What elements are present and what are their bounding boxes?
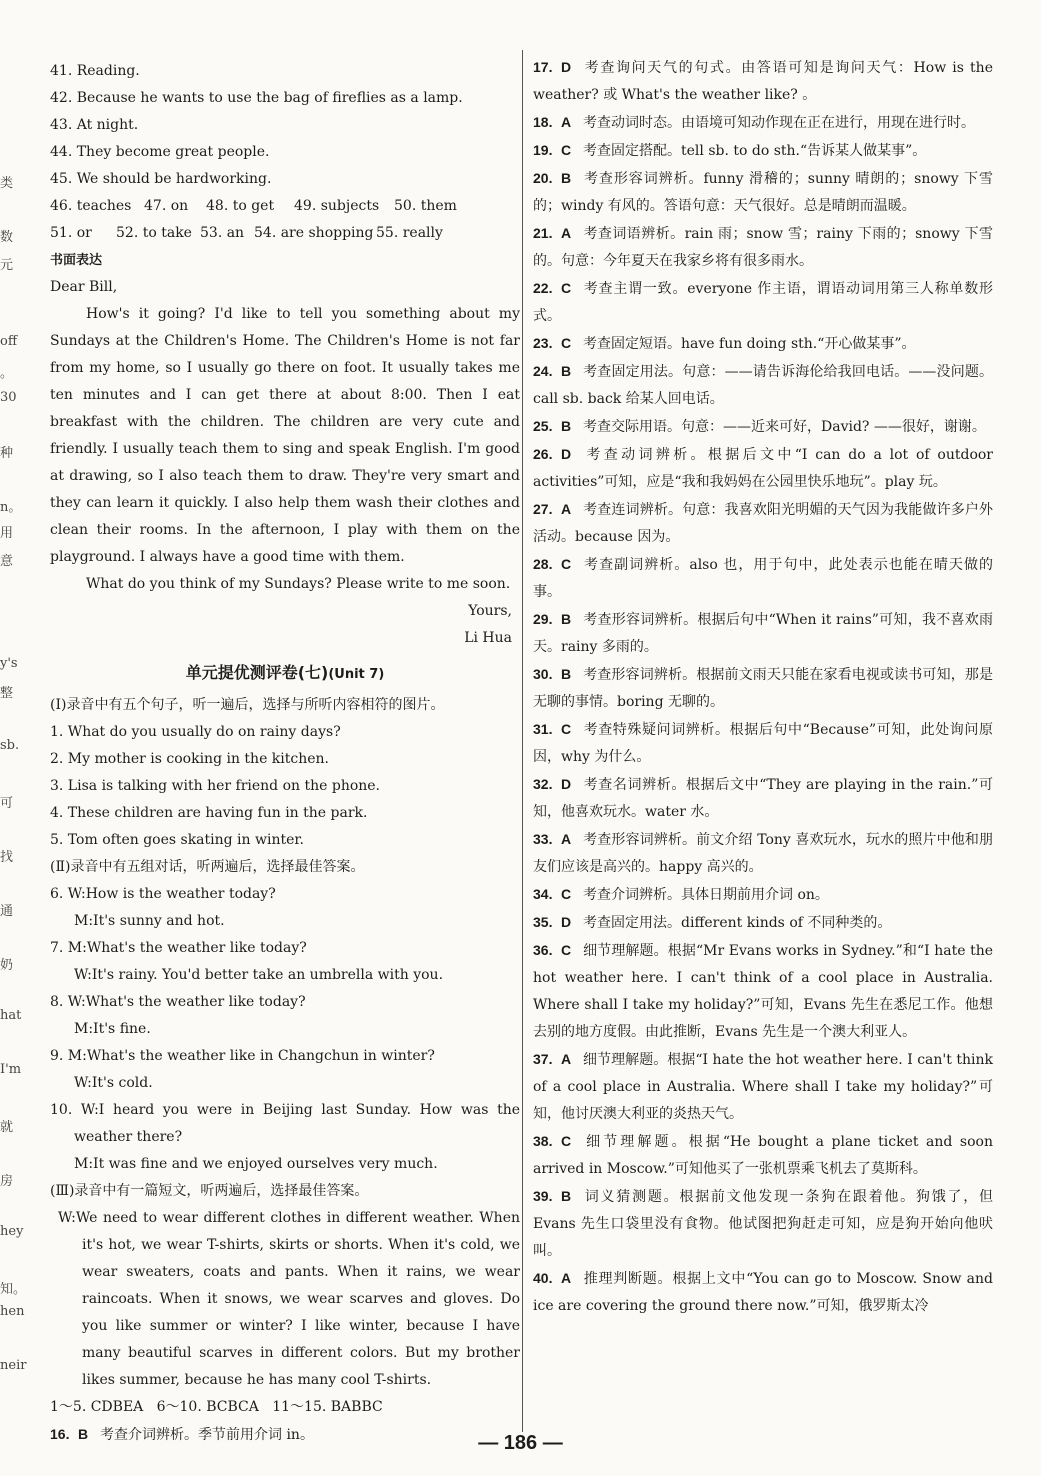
item-answer: D <box>561 446 572 462</box>
answer-53: 53. an <box>200 225 245 241</box>
item-answer: B <box>561 666 572 682</box>
edge-fragment: n。 <box>0 500 22 515</box>
item-number: 40. <box>533 1270 553 1286</box>
answer-item-28 <box>533 551 993 606</box>
item-answer: C <box>561 721 572 737</box>
item-number: 31. <box>533 721 553 737</box>
dialog-question: 6. W:How is the weather today? <box>50 886 276 902</box>
section-unit: (Unit 7) <box>328 667 385 682</box>
edge-fragment: 知。 <box>0 1282 27 1297</box>
item-answer: A <box>561 114 572 130</box>
item-explanation: 考查固定用法。句意：——请告诉海伦给我回电话。——没问题。call sb. back 给某人回电话。 <box>533 364 993 407</box>
edge-fragment: 可 <box>0 796 14 811</box>
item-explanation: 考查形容词辨析。根据前文雨天只能在家看电视或读书可知，那是无聊的事情。boring 无聊的。 <box>533 667 993 710</box>
edge-fragment: hey <box>0 1224 24 1239</box>
edge-fragment: 找 <box>0 850 14 865</box>
answer-item-34 <box>533 881 993 909</box>
dialog-question: 7. M:What's the weather like today? <box>50 940 307 956</box>
answer-item-32 <box>533 771 993 826</box>
item-number: 26. <box>533 446 553 462</box>
answer-item-23 <box>533 330 993 358</box>
answer-51: 51. or <box>50 225 92 241</box>
edge-fragment: 30 <box>0 390 17 405</box>
edge-fragment: 整 <box>0 686 14 701</box>
item-explanation: 考查固定短语。have fun doing sth.“开心做某事”。 <box>583 336 916 352</box>
edge-fragment: 用 <box>0 526 14 541</box>
answer-item-17 <box>533 54 993 109</box>
item-number: 25. <box>533 418 553 434</box>
part-1-item: 5. Tom often goes skating in winter. <box>50 832 304 848</box>
item-answer: C <box>561 556 572 572</box>
item-answer: A <box>561 501 572 517</box>
item-number: 28. <box>533 556 553 572</box>
part-1-item: 1. What do you usually do on rainy days? <box>50 724 341 740</box>
edge-fragment: 通 <box>0 904 14 919</box>
answers-46-50 <box>50 193 520 220</box>
edge-fragment: 数 <box>0 230 14 245</box>
answer-item-24 <box>533 358 993 413</box>
dialog-question: 9. M:What's the weather like in Changchun in winter? <box>50 1048 435 1064</box>
edge-fragment: 房 <box>0 1174 14 1189</box>
listening-passage: W:We need to wear different clothes in different weather. When it's hot, we wear T-shirts, skirts or shorts. When it's cold, we wear sweaters, coats and pants. When it rains, we wear raincoats. When it snows, we wear scarves and gloves. Do you like summer or winter? I like winter, because I have many beautiful scarves in different colors. But my brother likes summer, because he has many cool T-shirts. <box>58 1210 520 1388</box>
edge-fragment: hen <box>0 1304 25 1319</box>
edge-fragment: y's <box>0 656 18 671</box>
answer-item-29 <box>533 606 993 661</box>
item-answer: C <box>561 335 572 351</box>
answer-44: 44. They become great people. <box>50 144 270 160</box>
edge-fragment: I'm <box>0 1062 22 1077</box>
item-number: 38. <box>533 1133 553 1149</box>
item-explanation: 考查特殊疑问词辨析。根据后句中“Because”可知，此处询问原因，why 为什么。 <box>533 722 993 765</box>
letter-sign-yours: Yours, <box>468 603 512 619</box>
item-number: 33. <box>533 831 553 847</box>
letter-closing: What do you think of my Sundays? Please write to me soon. <box>86 576 511 592</box>
part-1-item: 3. Lisa is talking with her friend on the phone. <box>50 778 381 794</box>
column-divider <box>522 50 523 1432</box>
answer-item-35 <box>533 909 993 937</box>
answer-item-19 <box>533 137 993 165</box>
dialog-answer: M:It's fine. <box>74 1021 151 1037</box>
item-explanation: 考查介词辨析。具体日期前用介词 on。 <box>583 887 829 903</box>
item-explanation: 词义猜测题。根据前文他发现一条狗在跟着他。狗饿了，但 Evans 先生口袋里没有食物。他试图把狗赶走可知，应是狗开始向他吠叫。 <box>533 1189 993 1259</box>
answer-45: 45. We should be hardworking. <box>50 171 272 187</box>
item-explanation: 考查动词时态。由语境可知动作现在正在进行，用现在进行时。 <box>583 115 975 131</box>
part-1-item: 4. These children are having fun in the park. <box>50 805 368 821</box>
answer-item-27 <box>533 496 993 551</box>
item-explanation: 细节理解题。根据“I hate the hot weather here. I can't think of a cool place in Australia. Where shall I take my holiday?”可知，他讨厌澳大利亚的炎热天气。 <box>533 1052 993 1122</box>
answer-item-40 <box>533 1265 993 1320</box>
answer-item-22 <box>533 275 993 330</box>
item-explanation: 考查词语辨析。rain 雨；snow 雪；rainy 下雨的；snowy 下雪的。句意：今年夏天在我家乡将有很多雨水。 <box>533 226 993 269</box>
item-explanation: 推理判断题。根据上文中“You can go to Moscow. Snow and ice are covering the ground there now.”可知，俄罗斯太冷 <box>533 1271 993 1314</box>
item-answer: C <box>561 942 572 958</box>
item-answer: B <box>561 1188 572 1204</box>
item-answer: D <box>561 59 572 75</box>
item-explanation: 考查动词辨析。根据后文中“I can do a lot of outdoor activities”可知，应是“我和我妈妈在公园里快乐地玩”。play 玩。 <box>533 447 993 490</box>
item-number: 36. <box>533 942 553 958</box>
letter-greeting: Dear Bill, <box>50 279 118 295</box>
item-explanation: 考查介词辨析。季节前用介词 in。 <box>100 1427 314 1443</box>
item-number: 35. <box>533 914 553 930</box>
answer-42: 42. Because he wants to use the bag of fireflies as a lamp. <box>50 90 463 106</box>
answer-item-20 <box>533 165 993 220</box>
item-number: 24. <box>533 363 553 379</box>
item-number: 23. <box>533 335 553 351</box>
item-explanation: 考查交际用语。句意：——近来可好，David? ——很好，谢谢。 <box>583 419 986 435</box>
edge-fragment: neir <box>0 1358 27 1373</box>
item-answer: A <box>561 1270 572 1286</box>
answers-51-55 <box>50 220 520 247</box>
letter-sign-name: Li Hua <box>464 630 512 646</box>
dialog-answer: M:It was fine and we enjoyed ourselves very much. <box>74 1156 438 1172</box>
answer-item-37 <box>533 1046 993 1128</box>
answer-item-31 <box>533 716 993 771</box>
item-explanation: 考查固定用法。different kinds of 不同种类的。 <box>583 915 892 931</box>
answer-item-39 <box>533 1183 993 1265</box>
answer-55: 55. really <box>376 225 443 241</box>
answer-54: 54. are shopping <box>254 225 374 241</box>
item-explanation: 细节理解题。根据“Mr Evans works in Sydney.”和“I hate the hot weather here. I can't think of a cool place in Australia. Where shall I take my holiday?”可知，Evans 先生在悉尼工作。他想去别的地方度假。由此推断，Evans 先生是一个澳大利亚人。 <box>533 943 993 1040</box>
answer-47: 47. on <box>144 198 189 214</box>
edge-fragment: 意 <box>0 554 14 569</box>
edge-fragment: sb. <box>0 738 20 753</box>
writing-heading: 书面表达 <box>50 253 103 268</box>
item-number: 17. <box>533 59 553 75</box>
item-number: 18. <box>533 114 553 130</box>
item-answer: C <box>561 142 572 158</box>
right-column <box>533 54 993 1320</box>
dialog-answer: M:It's sunny and hot. <box>74 913 225 929</box>
edge-fragment: 奶 <box>0 958 14 973</box>
item-number: 39. <box>533 1188 553 1204</box>
edge-fragment: off <box>0 334 18 349</box>
item-explanation: 考查形容词辨析。前文介绍 Tony 喜欢玩水，玩水的照片中他和朋友们应该是高兴的。happy 高兴的。 <box>533 832 993 875</box>
section-title-text: 单元提优测评卷(七) <box>185 663 329 682</box>
dialog-answer: W:It's cold. <box>74 1075 153 1091</box>
item-explanation: 考查形容词辨析。funny 滑稽的；sunny 晴朗的；snowy 下雪的；windy 有风的。答语句意：天气很好。总是晴朗而温暖。 <box>533 171 993 214</box>
page-number: — 186 — <box>478 1432 563 1454</box>
dialog-question: 10. W:I heard you were in Beijing last Sunday. How was the weather there? <box>50 1102 520 1145</box>
answer-item-18 <box>533 109 993 137</box>
part-1-item: 2. My mother is cooking in the kitchen. <box>50 751 329 767</box>
dialog-answer: W:It's rainy. You'd better take an umbrella with you. <box>74 967 444 983</box>
item-number: 16. <box>50 1426 70 1442</box>
letter-body: How's it going? I'd like to tell you something about my Sundays at the Children's Home. The Children's Home is not far from my home, so I usually go there on foot. It usually takes me ten minutes and I can get there at about 8:00. Then I eat breakfast with the children. The children are very cute and friendly. I usually teach them to sing and speak English. I'm good at drawing, so I also teach them to draw. They're very smart and they can learn it quickly. I also help them wash their clothes and clean their rooms. In the afternoon, I play with them on the playground. I always have a good time with them. <box>50 306 520 565</box>
answer-item-36 <box>533 937 993 1046</box>
item-answer: C <box>561 1133 572 1149</box>
item-number: 34. <box>533 886 553 902</box>
item-explanation: 考查副词辨析。also 也，用于句中，此处表示也能在晴天做的事。 <box>533 557 993 600</box>
part-3-instruction: (Ⅲ)录音中有一篇短文，听两遍后，选择最佳答案。 <box>50 1183 369 1199</box>
item-answer: B <box>561 170 572 186</box>
answer-49: 49. subjects <box>294 198 380 214</box>
listening-answers: 1～5. CDBEA 6～10. BCBCA 11～15. BABBC <box>50 1399 383 1415</box>
item-answer: C <box>561 280 572 296</box>
item-answer: B <box>561 363 572 379</box>
answer-item-38 <box>533 1128 993 1183</box>
edge-fragment: 元 <box>0 258 14 273</box>
answer-46: 46. teaches <box>50 198 132 214</box>
item-answer: B <box>78 1426 89 1442</box>
edge-fragment: 类 <box>0 176 14 191</box>
answer-52: 52. to take <box>116 225 192 241</box>
edge-fragment: 。 <box>0 366 14 381</box>
item-answer: A <box>561 831 572 847</box>
answer-41: 41. Reading. <box>50 63 140 79</box>
part-2-instruction: (Ⅱ)录音中有五组对话，听两遍后，选择最佳答案。 <box>50 859 365 875</box>
item-answer: A <box>561 225 572 241</box>
item-number: 29. <box>533 611 553 627</box>
item-explanation: 考查形容词辨析。根据后句中“When it rains”可知，我不喜欢雨天。rainy 多雨的。 <box>533 612 993 655</box>
edge-fragment: 就 <box>0 1120 14 1135</box>
item-answer: C <box>561 886 572 902</box>
answer-48: 48. to get <box>206 198 275 214</box>
item-number: 32. <box>533 776 553 792</box>
answer-item-25 <box>533 413 993 441</box>
answer-43: 43. At night. <box>50 117 139 133</box>
item-answer: A <box>561 1051 572 1067</box>
item-number: 27. <box>533 501 553 517</box>
item-explanation: 考查主谓一致。everyone 作主语，谓语动词用第三人称单数形式。 <box>533 281 993 324</box>
item-number: 19. <box>533 142 553 158</box>
item-number: 21. <box>533 225 553 241</box>
item-number: 22. <box>533 280 553 296</box>
answer-item-30 <box>533 661 993 716</box>
item-answer: D <box>561 914 572 930</box>
dialog-question: 8. W:What's the weather like today? <box>50 994 306 1010</box>
item-answer: B <box>561 418 572 434</box>
item-number: 20. <box>533 170 553 186</box>
item-explanation: 考查名词辨析。根据后文中“They are playing in the rain.”可知，他喜欢玩水。water 水。 <box>533 777 993 820</box>
item-explanation: 细节理解题。根据“He bought a plane ticket and soon arrived in Moscow.”可知他买了一张机票乘飞机去了莫斯科。 <box>533 1134 993 1177</box>
part-1-instruction: (Ⅰ)录音中有五个句子，听一遍后，选择与所听内容相符的图片。 <box>50 697 445 713</box>
item-answer: D <box>561 776 572 792</box>
item-number: 37. <box>533 1051 553 1067</box>
answer-item-26 <box>533 441 993 496</box>
section-title <box>50 656 520 692</box>
item-answer: B <box>561 611 572 627</box>
item-number: 30. <box>533 666 553 682</box>
edge-fragment: 种 <box>0 446 14 461</box>
edge-fragment: hat <box>0 1008 22 1023</box>
item-explanation: 考查固定搭配。tell sb. to do sth.“告诉某人做某事”。 <box>583 143 927 159</box>
item-explanation: 考查连词辨析。句意：我喜欢阳光明媚的天气因为我能做许多户外活动。because 因为。 <box>533 502 993 545</box>
answer-item-21 <box>533 220 993 275</box>
answer-50: 50. them <box>394 198 457 214</box>
answer-item-33 <box>533 826 993 881</box>
left-column <box>50 58 520 1449</box>
item-explanation: 考查询问天气的句式。由答语可知是询问天气：How is the weather? 或 What's the weather like? 。 <box>533 60 993 103</box>
